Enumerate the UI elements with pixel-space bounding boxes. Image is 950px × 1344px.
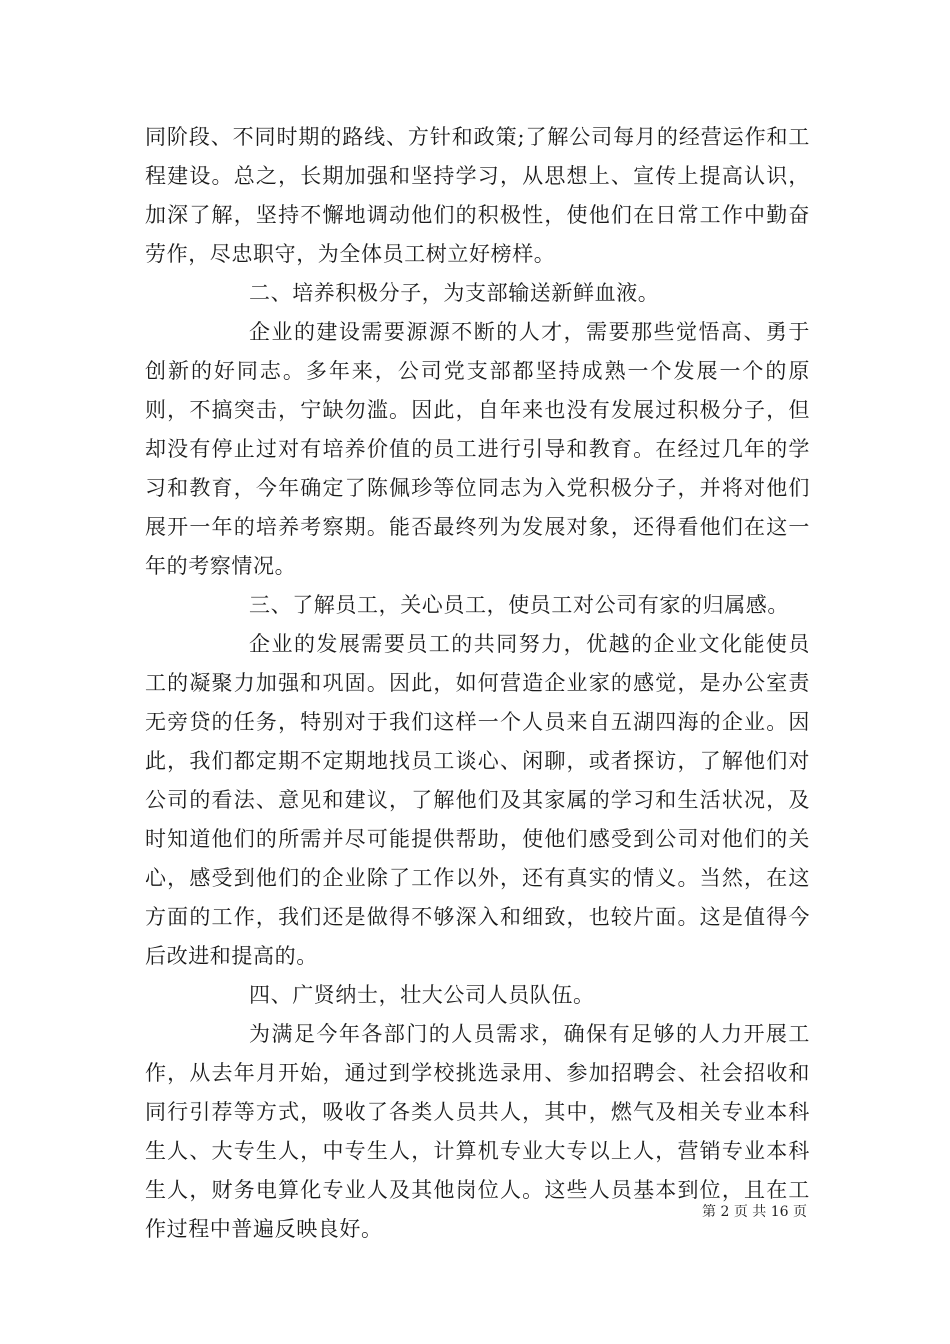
section-heading-4: 四、广贤纳士，壮大公司人员队伍。	[249, 983, 595, 1007]
paragraph-section-3: 企业的发展需要员工的共同努力，优越的企业文化能使员工的凝聚力加强和巩固。因此，如何营造企业家的感觉，是办公室责无旁贷的任务，特别对于我们这样一个人员来自五湖四海的企业。因此，我们都定期不定期地找员工谈心、闲聊，或者探访，了解他们对公司的看法、意见和建议，了解他们及其家属的学习和生活状况，及时知道他们的所需并尽可能提供帮助，使他们感受到公司对他们的关心，感受到他们的企业除了工作以外，还有真实的情义。当然，在这方面的工作，我们还是做得不够深入和细致，也较片面。这是值得今后改进和提高的。	[145, 632, 810, 968]
paragraph-section-4: 为满足今年各部门的人员需求，确保有足够的人力开展工作，从去年月开始，通过到学校挑选录用、参加招聘会、社会招收和同行引荐等方式，吸收了各类人员共人，其中，燃气及相关专业本科生人、大专生人，中专生人，计算机专业大专以上人，营销专业本科生人，财务电算化专业人及其他岗位人。这些人员基本到位，且在工作过程中普遍反映良好。	[145, 1022, 810, 1241]
document-body	[145, 118, 810, 1249]
paragraph-section-2: 企业的建设需要源源不断的人才，需要那些觉悟高、勇于创新的好同志。多年来，公司党支部都坚持成熟一个发展一个的原则，不搞突击，宁缺勿滥。因此，自年来也没有发展过积极分子，但却没有停止过对有培养价值的员工进行引导和教育。在经过几年的学习和教育，今年确定了陈佩珍等位同志为入党积极分子，并将对他们展开一年的培养考察期。能否最终列为发展对象，还得看他们在这一年的考察情况。	[145, 320, 810, 578]
section-heading-2: 二、培养积极分子，为支部输送新鲜血液。	[249, 281, 660, 305]
section-heading-3: 三、了解员工，关心员工，使员工对公司有家的归属感。	[249, 593, 789, 617]
paragraph-continuation: 同阶段、不同时期的路线、方针和政策;了解公司每月的经营运作和工程建设。总之，长期加强和坚持学习，从思想上、宣传上提高认识，加深了解，坚持不懈地调动他们的积极性，使他们在日常工作中勤奋劳作，尽忠职守，为全体员工树立好榜样。	[145, 125, 810, 266]
page-number-footer: 第 2 页 共 16 页	[702, 1204, 807, 1220]
